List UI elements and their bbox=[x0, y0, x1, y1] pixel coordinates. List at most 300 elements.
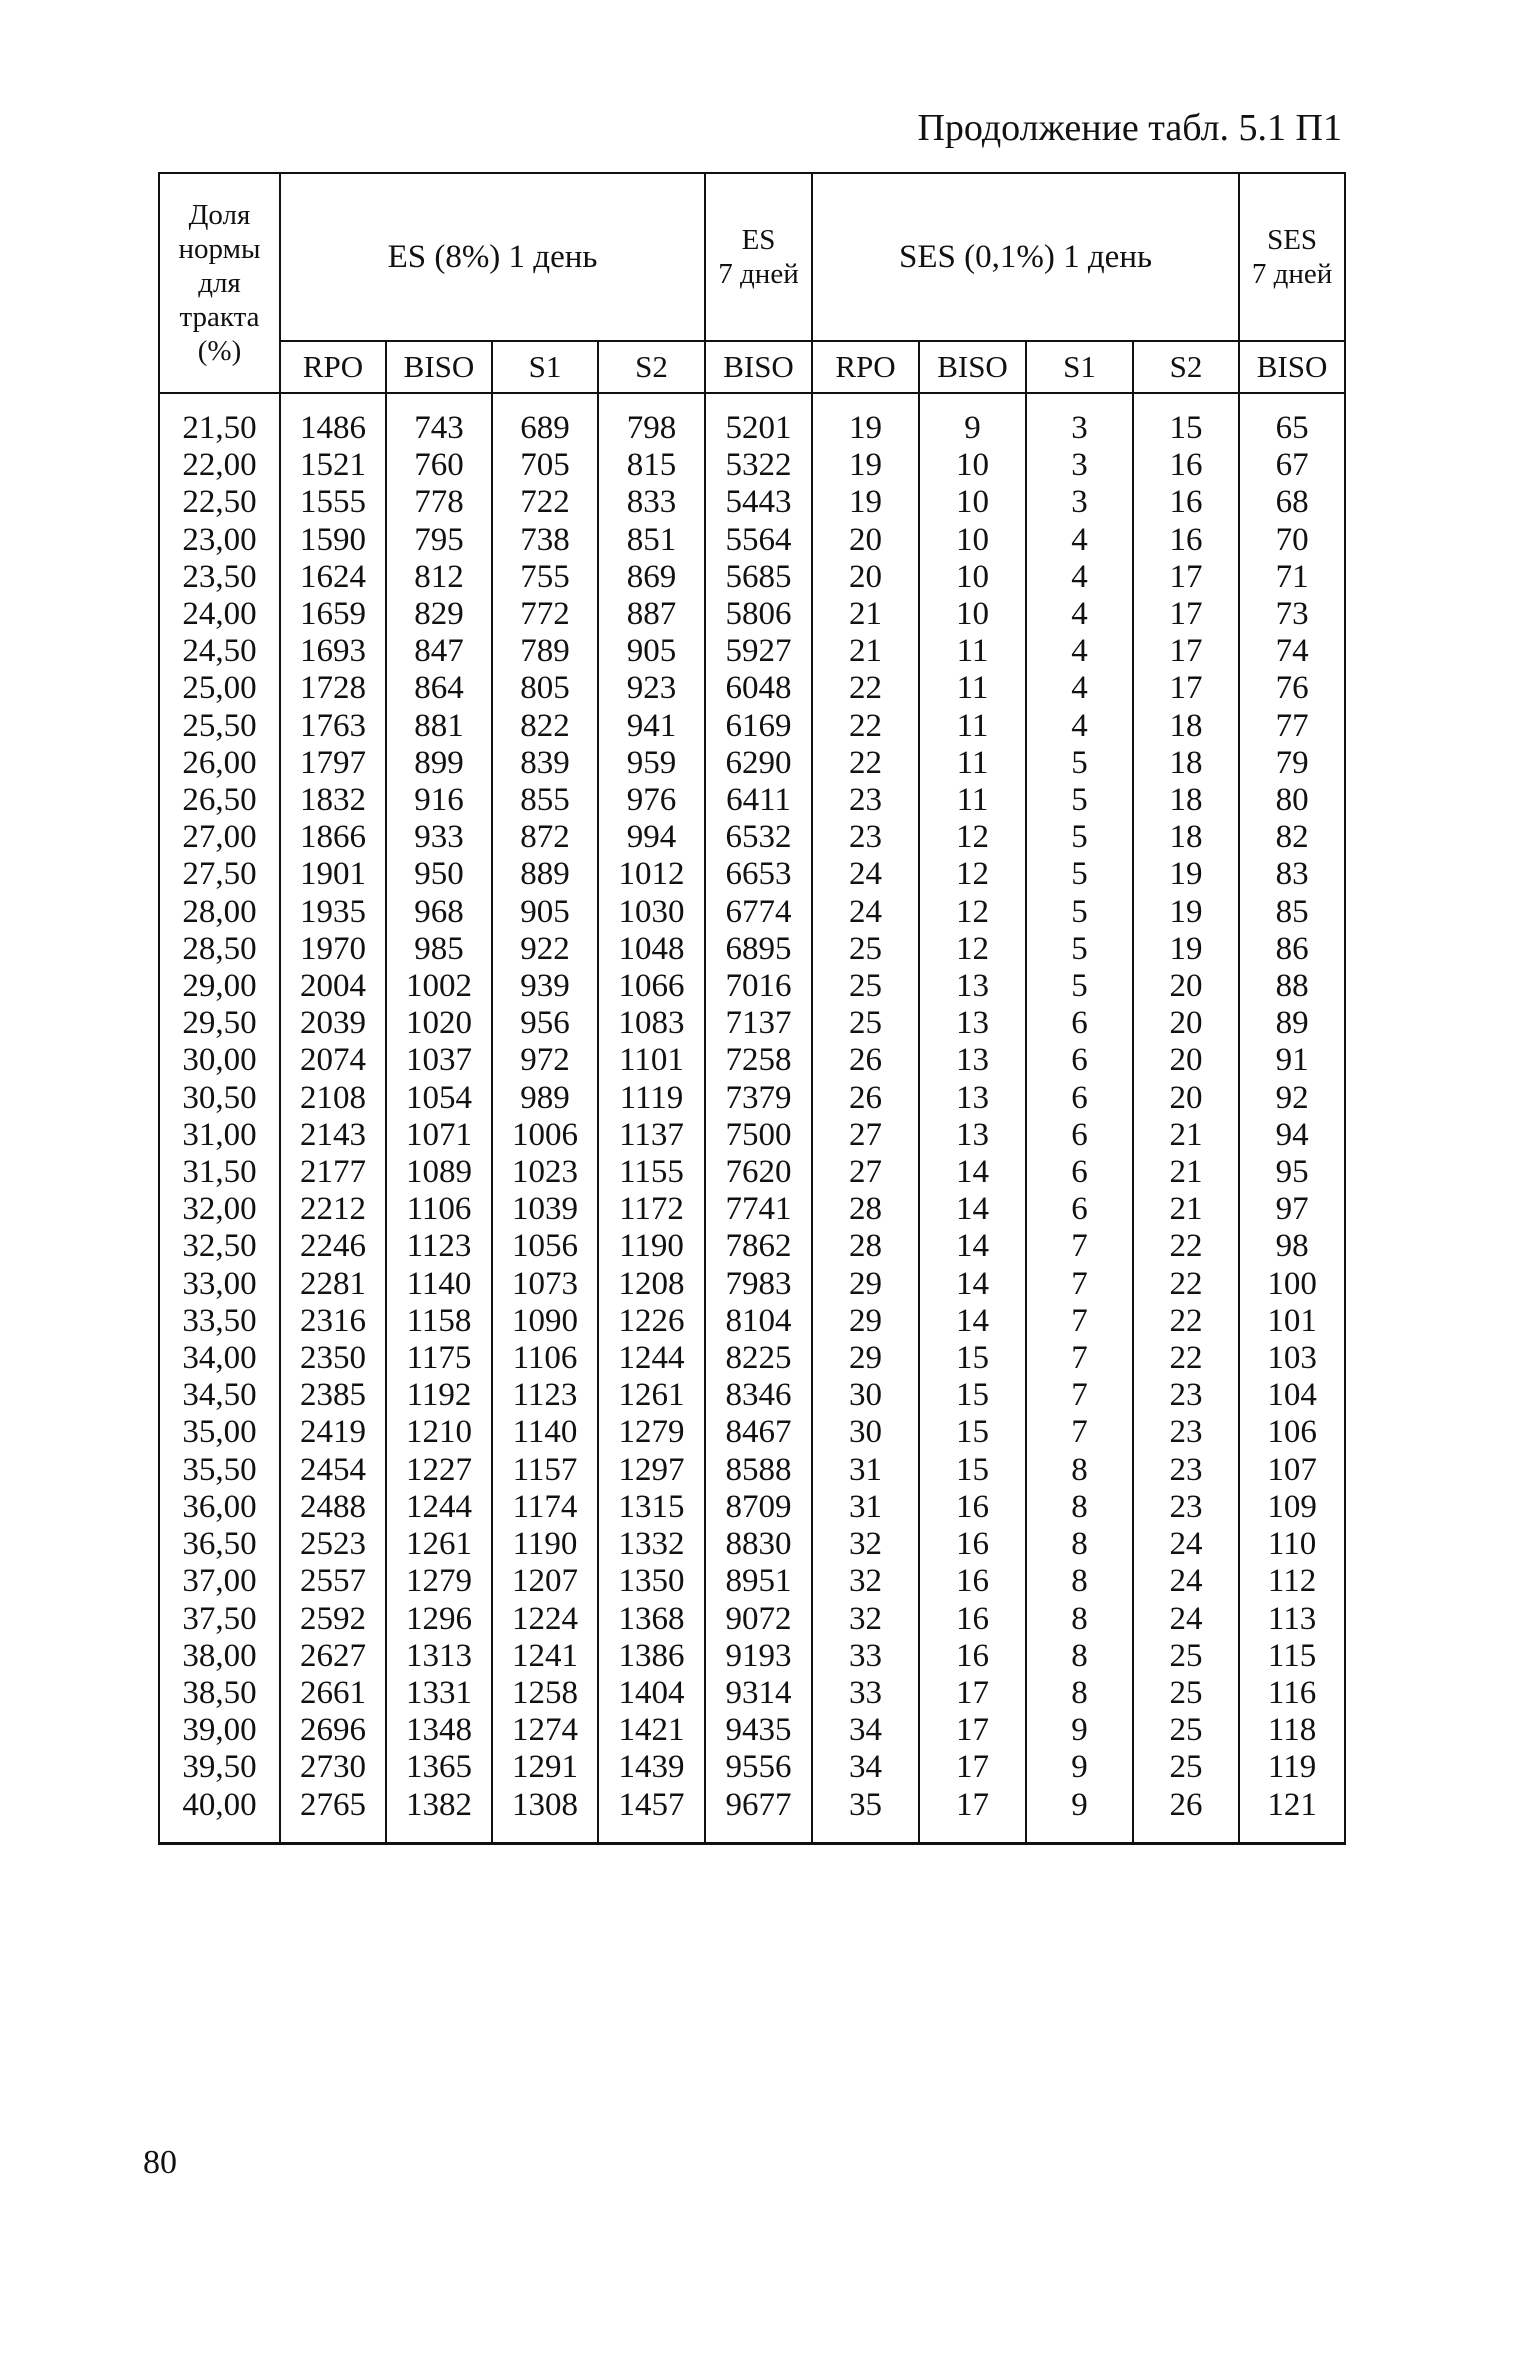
table-cell: 20 bbox=[1133, 1042, 1239, 1079]
table-cell: 923 bbox=[598, 670, 705, 707]
table-cell: 5 bbox=[1026, 782, 1133, 819]
table-cell: 1071 bbox=[386, 1117, 492, 1154]
table-cell: 2350 bbox=[280, 1340, 386, 1377]
row-share-cell: 21,50 bbox=[159, 393, 280, 447]
table-row bbox=[159, 1042, 1345, 1079]
table-cell: 7 bbox=[1026, 1228, 1133, 1265]
table-cell: 1056 bbox=[492, 1228, 598, 1265]
table-cell: 1258 bbox=[492, 1675, 598, 1712]
table-cell: 15 bbox=[919, 1452, 1026, 1489]
row-share-cell: 26,50 bbox=[159, 782, 280, 819]
table-cell: 5201 bbox=[705, 393, 812, 447]
row-share-cell: 37,50 bbox=[159, 1601, 280, 1638]
table-cell: 11 bbox=[919, 745, 1026, 782]
table-cell: 9072 bbox=[705, 1601, 812, 1638]
table-cell: 9 bbox=[1026, 1712, 1133, 1749]
table-cell: 7 bbox=[1026, 1303, 1133, 1340]
table-cell: 1224 bbox=[492, 1601, 598, 1638]
table-cell: 25 bbox=[812, 968, 919, 1005]
table-cell: 989 bbox=[492, 1080, 598, 1117]
table-cell: 71 bbox=[1239, 559, 1345, 596]
table-cell: 70 bbox=[1239, 522, 1345, 559]
row-share-cell: 39,50 bbox=[159, 1749, 280, 1786]
table-cell: 109 bbox=[1239, 1489, 1345, 1526]
row-share-cell: 30,50 bbox=[159, 1080, 280, 1117]
table-cell: 29 bbox=[812, 1340, 919, 1377]
table-cell: 5 bbox=[1026, 968, 1133, 1005]
table-cell: 1291 bbox=[492, 1749, 598, 1786]
table-cell: 8709 bbox=[705, 1489, 812, 1526]
table-cell: 85 bbox=[1239, 894, 1345, 931]
table-cell: 889 bbox=[492, 856, 598, 893]
table-cell: 27 bbox=[812, 1154, 919, 1191]
row-share-cell: 36,50 bbox=[159, 1526, 280, 1563]
table-cell: 1226 bbox=[598, 1303, 705, 1340]
table-cell: 1210 bbox=[386, 1414, 492, 1451]
table-cell: 1066 bbox=[598, 968, 705, 1005]
table-cell: 18 bbox=[1133, 708, 1239, 745]
table-row bbox=[159, 447, 1345, 484]
table-row bbox=[159, 1080, 1345, 1117]
header-ses7: SES 7 дней bbox=[1239, 173, 1345, 341]
table-cell: 12 bbox=[919, 856, 1026, 893]
table-cell: 13 bbox=[919, 1005, 1026, 1042]
table-row bbox=[159, 819, 1345, 856]
table-cell: 994 bbox=[598, 819, 705, 856]
table-cell: 15 bbox=[1133, 393, 1239, 447]
row-share-cell: 22,00 bbox=[159, 447, 280, 484]
table-cell: 34 bbox=[812, 1712, 919, 1749]
table-cell: 10 bbox=[919, 559, 1026, 596]
table-cell: 7137 bbox=[705, 1005, 812, 1042]
table-cell: 17 bbox=[919, 1675, 1026, 1712]
table-cell: 21 bbox=[1133, 1191, 1239, 1228]
table-cell: 24 bbox=[812, 894, 919, 931]
table-cell: 11 bbox=[919, 633, 1026, 670]
table-cell: 2730 bbox=[280, 1749, 386, 1786]
table-cell: 32 bbox=[812, 1601, 919, 1638]
table-cell: 86 bbox=[1239, 931, 1345, 968]
table-cell: 1313 bbox=[386, 1638, 492, 1675]
table-cell: 2765 bbox=[280, 1787, 386, 1844]
table-cell: 68 bbox=[1239, 484, 1345, 521]
table-cell: 1279 bbox=[598, 1414, 705, 1451]
table-cell: 30 bbox=[812, 1414, 919, 1451]
row-share-cell: 25,50 bbox=[159, 708, 280, 745]
table-cell: 91 bbox=[1239, 1042, 1345, 1079]
table-cell: 6 bbox=[1026, 1005, 1133, 1042]
table-cell: 20 bbox=[1133, 1005, 1239, 1042]
table-cell: 16 bbox=[1133, 447, 1239, 484]
table-cell: 7 bbox=[1026, 1414, 1133, 1451]
table-cell: 2316 bbox=[280, 1303, 386, 1340]
row-share-cell: 29,50 bbox=[159, 1005, 280, 1042]
table-cell: 833 bbox=[598, 484, 705, 521]
table-cell: 8830 bbox=[705, 1526, 812, 1563]
table-cell: 1365 bbox=[386, 1749, 492, 1786]
table-cell: 6290 bbox=[705, 745, 812, 782]
table-cell: 1279 bbox=[386, 1563, 492, 1600]
table-cell: 6 bbox=[1026, 1117, 1133, 1154]
table-cell: 17 bbox=[919, 1787, 1026, 1844]
row-share-cell: 35,50 bbox=[159, 1452, 280, 1489]
table-cell: 1106 bbox=[492, 1340, 598, 1377]
subheader-cell: RPO bbox=[812, 341, 919, 393]
table-cell: 6895 bbox=[705, 931, 812, 968]
table-cell: 815 bbox=[598, 447, 705, 484]
table-row bbox=[159, 1340, 1345, 1377]
table-cell: 1421 bbox=[598, 1712, 705, 1749]
subheader-cell: BISO bbox=[919, 341, 1026, 393]
table-cell: 959 bbox=[598, 745, 705, 782]
table-cell: 956 bbox=[492, 1005, 598, 1042]
table-cell: 17 bbox=[1133, 559, 1239, 596]
table-cell: 829 bbox=[386, 596, 492, 633]
table-cell: 7862 bbox=[705, 1228, 812, 1265]
table-cell: 1261 bbox=[598, 1377, 705, 1414]
table-cell: 6 bbox=[1026, 1154, 1133, 1191]
table-row bbox=[159, 559, 1345, 596]
table-cell: 23 bbox=[812, 782, 919, 819]
row-share-cell: 30,00 bbox=[159, 1042, 280, 1079]
header-es7: ES 7 дней bbox=[705, 173, 812, 341]
table-cell: 9 bbox=[919, 393, 1026, 447]
row-share-cell: 40,00 bbox=[159, 1787, 280, 1844]
table-cell: 689 bbox=[492, 393, 598, 447]
table-cell: 864 bbox=[386, 670, 492, 707]
table-cell: 1244 bbox=[598, 1340, 705, 1377]
table-cell: 798 bbox=[598, 393, 705, 447]
table-cell: 778 bbox=[386, 484, 492, 521]
table-cell: 31 bbox=[812, 1452, 919, 1489]
table-cell: 8 bbox=[1026, 1452, 1133, 1489]
table-cell: 887 bbox=[598, 596, 705, 633]
table-cell: 4 bbox=[1026, 633, 1133, 670]
table-cell: 8951 bbox=[705, 1563, 812, 1600]
table-cell: 32 bbox=[812, 1526, 919, 1563]
table-cell: 6411 bbox=[705, 782, 812, 819]
table-cell: 31 bbox=[812, 1489, 919, 1526]
table-cell: 2627 bbox=[280, 1638, 386, 1675]
row-share-cell: 39,00 bbox=[159, 1712, 280, 1749]
table-row bbox=[159, 633, 1345, 670]
table-row bbox=[159, 522, 1345, 559]
table-cell: 2419 bbox=[280, 1414, 386, 1451]
table-cell: 9677 bbox=[705, 1787, 812, 1844]
table-cell: 2143 bbox=[280, 1117, 386, 1154]
row-share-cell: 32,00 bbox=[159, 1191, 280, 1228]
row-share-cell: 27,00 bbox=[159, 819, 280, 856]
table-cell: 18 bbox=[1133, 782, 1239, 819]
table-cell: 16 bbox=[919, 1563, 1026, 1600]
table-cell: 7258 bbox=[705, 1042, 812, 1079]
table-cell: 2385 bbox=[280, 1377, 386, 1414]
table-cell: 19 bbox=[1133, 931, 1239, 968]
table-cell: 7741 bbox=[705, 1191, 812, 1228]
table-cell: 7620 bbox=[705, 1154, 812, 1191]
table-cell: 80 bbox=[1239, 782, 1345, 819]
table-cell: 33 bbox=[812, 1638, 919, 1675]
table-cell: 88 bbox=[1239, 968, 1345, 1005]
table-cell: 24 bbox=[1133, 1601, 1239, 1638]
row-share-cell: 37,00 bbox=[159, 1563, 280, 1600]
table-cell: 1037 bbox=[386, 1042, 492, 1079]
table-cell: 32 bbox=[812, 1563, 919, 1600]
table-cell: 916 bbox=[386, 782, 492, 819]
table-cell: 4 bbox=[1026, 559, 1133, 596]
table-cell: 27 bbox=[812, 1117, 919, 1154]
table-row bbox=[159, 745, 1345, 782]
table-cell: 1054 bbox=[386, 1080, 492, 1117]
table-cell: 839 bbox=[492, 745, 598, 782]
table-cell: 121 bbox=[1239, 1787, 1345, 1844]
table-cell: 79 bbox=[1239, 745, 1345, 782]
table-cell: 5 bbox=[1026, 745, 1133, 782]
table-cell: 2177 bbox=[280, 1154, 386, 1191]
table-cell: 21 bbox=[812, 633, 919, 670]
table-cell: 1457 bbox=[598, 1787, 705, 1844]
table-cell: 5564 bbox=[705, 522, 812, 559]
row-share-cell: 36,00 bbox=[159, 1489, 280, 1526]
table-cell: 2212 bbox=[280, 1191, 386, 1228]
table-cell: 95 bbox=[1239, 1154, 1345, 1191]
table-cell: 15 bbox=[919, 1377, 1026, 1414]
table-cell: 22 bbox=[812, 708, 919, 745]
row-share-cell: 32,50 bbox=[159, 1228, 280, 1265]
table-cell: 2454 bbox=[280, 1452, 386, 1489]
table-cell: 7983 bbox=[705, 1266, 812, 1303]
table-cell: 822 bbox=[492, 708, 598, 745]
table-cell: 28 bbox=[812, 1191, 919, 1228]
table-cell: 89 bbox=[1239, 1005, 1345, 1042]
table-cell: 2696 bbox=[280, 1712, 386, 1749]
table-cell: 772 bbox=[492, 596, 598, 633]
row-share-cell: 23,50 bbox=[159, 559, 280, 596]
table-cell: 25 bbox=[1133, 1638, 1239, 1675]
table-cell: 847 bbox=[386, 633, 492, 670]
table-cell: 1192 bbox=[386, 1377, 492, 1414]
table-row bbox=[159, 1117, 1345, 1154]
table-cell: 119 bbox=[1239, 1749, 1345, 1786]
table-cell: 5927 bbox=[705, 633, 812, 670]
table-row bbox=[159, 1191, 1345, 1228]
table-cell: 9314 bbox=[705, 1675, 812, 1712]
table-cell: 103 bbox=[1239, 1340, 1345, 1377]
table-cell: 25 bbox=[1133, 1712, 1239, 1749]
subheader-cell: RPO bbox=[280, 341, 386, 393]
table-row bbox=[159, 1303, 1345, 1340]
table-cell: 1020 bbox=[386, 1005, 492, 1042]
table-cell: 4 bbox=[1026, 670, 1133, 707]
page-number: 80 bbox=[143, 2144, 177, 2181]
table-cell: 19 bbox=[1133, 856, 1239, 893]
table-cell: 16 bbox=[919, 1601, 1026, 1638]
table-cell: 9556 bbox=[705, 1749, 812, 1786]
row-share-cell: 38,00 bbox=[159, 1638, 280, 1675]
table-cell: 8588 bbox=[705, 1452, 812, 1489]
table-cell: 1190 bbox=[492, 1526, 598, 1563]
table-row bbox=[159, 1526, 1345, 1563]
table-cell: 2281 bbox=[280, 1266, 386, 1303]
table-row bbox=[159, 894, 1345, 931]
table-cell: 29 bbox=[812, 1266, 919, 1303]
table-cell: 18 bbox=[1133, 819, 1239, 856]
row-share-cell: 24,50 bbox=[159, 633, 280, 670]
table-cell: 17 bbox=[919, 1712, 1026, 1749]
table-cell: 1332 bbox=[598, 1526, 705, 1563]
table-row bbox=[159, 782, 1345, 819]
row-share-cell: 28,50 bbox=[159, 931, 280, 968]
table-cell: 20 bbox=[1133, 1080, 1239, 1117]
table-row bbox=[159, 1601, 1345, 1638]
row-share-cell: 23,00 bbox=[159, 522, 280, 559]
table-cell: 82 bbox=[1239, 819, 1345, 856]
table-cell: 5443 bbox=[705, 484, 812, 521]
table-cell: 10 bbox=[919, 522, 1026, 559]
table-cell: 1227 bbox=[386, 1452, 492, 1489]
table-cell: 1207 bbox=[492, 1563, 598, 1600]
table-cell: 1190 bbox=[598, 1228, 705, 1265]
table-cell: 1137 bbox=[598, 1117, 705, 1154]
table-cell: 1002 bbox=[386, 968, 492, 1005]
table-cell: 1158 bbox=[386, 1303, 492, 1340]
row-share-cell: 26,00 bbox=[159, 745, 280, 782]
subheader-cell: BISO bbox=[705, 341, 812, 393]
table-row bbox=[159, 1712, 1345, 1749]
table-cell: 116 bbox=[1239, 1675, 1345, 1712]
table-cell: 1797 bbox=[280, 745, 386, 782]
table-cell: 1308 bbox=[492, 1787, 598, 1844]
table-cell: 94 bbox=[1239, 1117, 1345, 1154]
table-cell: 1244 bbox=[386, 1489, 492, 1526]
table-cell: 4 bbox=[1026, 596, 1133, 633]
table-cell: 1208 bbox=[598, 1266, 705, 1303]
table-cell: 1659 bbox=[280, 596, 386, 633]
table-cell: 5 bbox=[1026, 819, 1133, 856]
table-cell: 6 bbox=[1026, 1042, 1133, 1079]
table-cell: 1368 bbox=[598, 1601, 705, 1638]
table-cell: 922 bbox=[492, 931, 598, 968]
table-row bbox=[159, 968, 1345, 1005]
table-cell: 9435 bbox=[705, 1712, 812, 1749]
table-cell: 25 bbox=[1133, 1749, 1239, 1786]
table-cell: 1331 bbox=[386, 1675, 492, 1712]
table-cell: 705 bbox=[492, 447, 598, 484]
table-cell: 1404 bbox=[598, 1675, 705, 1712]
table-cell: 1172 bbox=[598, 1191, 705, 1228]
table-cell: 1728 bbox=[280, 670, 386, 707]
table-cell: 74 bbox=[1239, 633, 1345, 670]
table-cell: 20 bbox=[812, 522, 919, 559]
table-cell: 14 bbox=[919, 1154, 1026, 1191]
table-cell: 1123 bbox=[492, 1377, 598, 1414]
table-row bbox=[159, 670, 1345, 707]
table-cell: 16 bbox=[919, 1526, 1026, 1563]
table-cell: 7500 bbox=[705, 1117, 812, 1154]
table-cell: 29 bbox=[812, 1303, 919, 1340]
table-row bbox=[159, 1266, 1345, 1303]
table-cell: 35 bbox=[812, 1787, 919, 1844]
row-share-cell: 34,50 bbox=[159, 1377, 280, 1414]
table-row bbox=[159, 1452, 1345, 1489]
table-cell: 4 bbox=[1026, 522, 1133, 559]
table-cell: 755 bbox=[492, 559, 598, 596]
table-cell: 881 bbox=[386, 708, 492, 745]
table-cell: 1590 bbox=[280, 522, 386, 559]
table-row bbox=[159, 1638, 1345, 1675]
table-row bbox=[159, 1414, 1345, 1451]
table-cell: 5322 bbox=[705, 447, 812, 484]
table-cell: 1174 bbox=[492, 1489, 598, 1526]
table-cell: 1901 bbox=[280, 856, 386, 893]
table-cell: 104 bbox=[1239, 1377, 1345, 1414]
subheader-cell: BISO bbox=[1239, 341, 1345, 393]
table-cell: 1624 bbox=[280, 559, 386, 596]
table-cell: 26 bbox=[812, 1042, 919, 1079]
row-share-cell: 31,00 bbox=[159, 1117, 280, 1154]
table-cell: 73 bbox=[1239, 596, 1345, 633]
table-cell: 5685 bbox=[705, 559, 812, 596]
table-cell: 15 bbox=[919, 1340, 1026, 1377]
table-cell: 1119 bbox=[598, 1080, 705, 1117]
table-cell: 1970 bbox=[280, 931, 386, 968]
table-cell: 1315 bbox=[598, 1489, 705, 1526]
table-cell: 1382 bbox=[386, 1787, 492, 1844]
table-cell: 8 bbox=[1026, 1675, 1133, 1712]
row-share-cell: 27,50 bbox=[159, 856, 280, 893]
table-cell: 101 bbox=[1239, 1303, 1345, 1340]
table-cell: 789 bbox=[492, 633, 598, 670]
table-cell: 8 bbox=[1026, 1638, 1133, 1675]
table-cell: 1386 bbox=[598, 1638, 705, 1675]
table-cell: 67 bbox=[1239, 447, 1345, 484]
row-share-cell: 33,00 bbox=[159, 1266, 280, 1303]
table-cell: 23 bbox=[812, 819, 919, 856]
table-cell: 1261 bbox=[386, 1526, 492, 1563]
table-cell: 8 bbox=[1026, 1601, 1133, 1638]
table-cell: 1555 bbox=[280, 484, 386, 521]
table-cell: 25 bbox=[812, 931, 919, 968]
table-cell: 11 bbox=[919, 708, 1026, 745]
table-row bbox=[159, 484, 1345, 521]
table-cell: 17 bbox=[1133, 633, 1239, 670]
table-cell: 3 bbox=[1026, 484, 1133, 521]
table-cell: 15 bbox=[919, 1414, 1026, 1451]
table-row bbox=[159, 1005, 1345, 1042]
table-body bbox=[159, 393, 1345, 1843]
table-cell: 10 bbox=[919, 447, 1026, 484]
table-cell: 5 bbox=[1026, 894, 1133, 931]
header-es-group: ES (8%) 1 день bbox=[280, 173, 705, 341]
table-cell: 17 bbox=[1133, 670, 1239, 707]
table-cell: 7 bbox=[1026, 1340, 1133, 1377]
table-cell: 24 bbox=[812, 856, 919, 893]
table-cell: 2661 bbox=[280, 1675, 386, 1712]
table-row bbox=[159, 1489, 1345, 1526]
table-cell: 1090 bbox=[492, 1303, 598, 1340]
table-cell: 22 bbox=[812, 670, 919, 707]
table-cell: 26 bbox=[1133, 1787, 1239, 1844]
table-cell: 21 bbox=[812, 596, 919, 633]
table-cell: 1832 bbox=[280, 782, 386, 819]
table-cell: 20 bbox=[812, 559, 919, 596]
table-cell: 9 bbox=[1026, 1787, 1133, 1844]
table-cell: 25 bbox=[812, 1005, 919, 1042]
table-cell: 968 bbox=[386, 894, 492, 931]
table-cell: 19 bbox=[1133, 894, 1239, 931]
table-row bbox=[159, 1228, 1345, 1265]
table-cell: 1350 bbox=[598, 1563, 705, 1600]
